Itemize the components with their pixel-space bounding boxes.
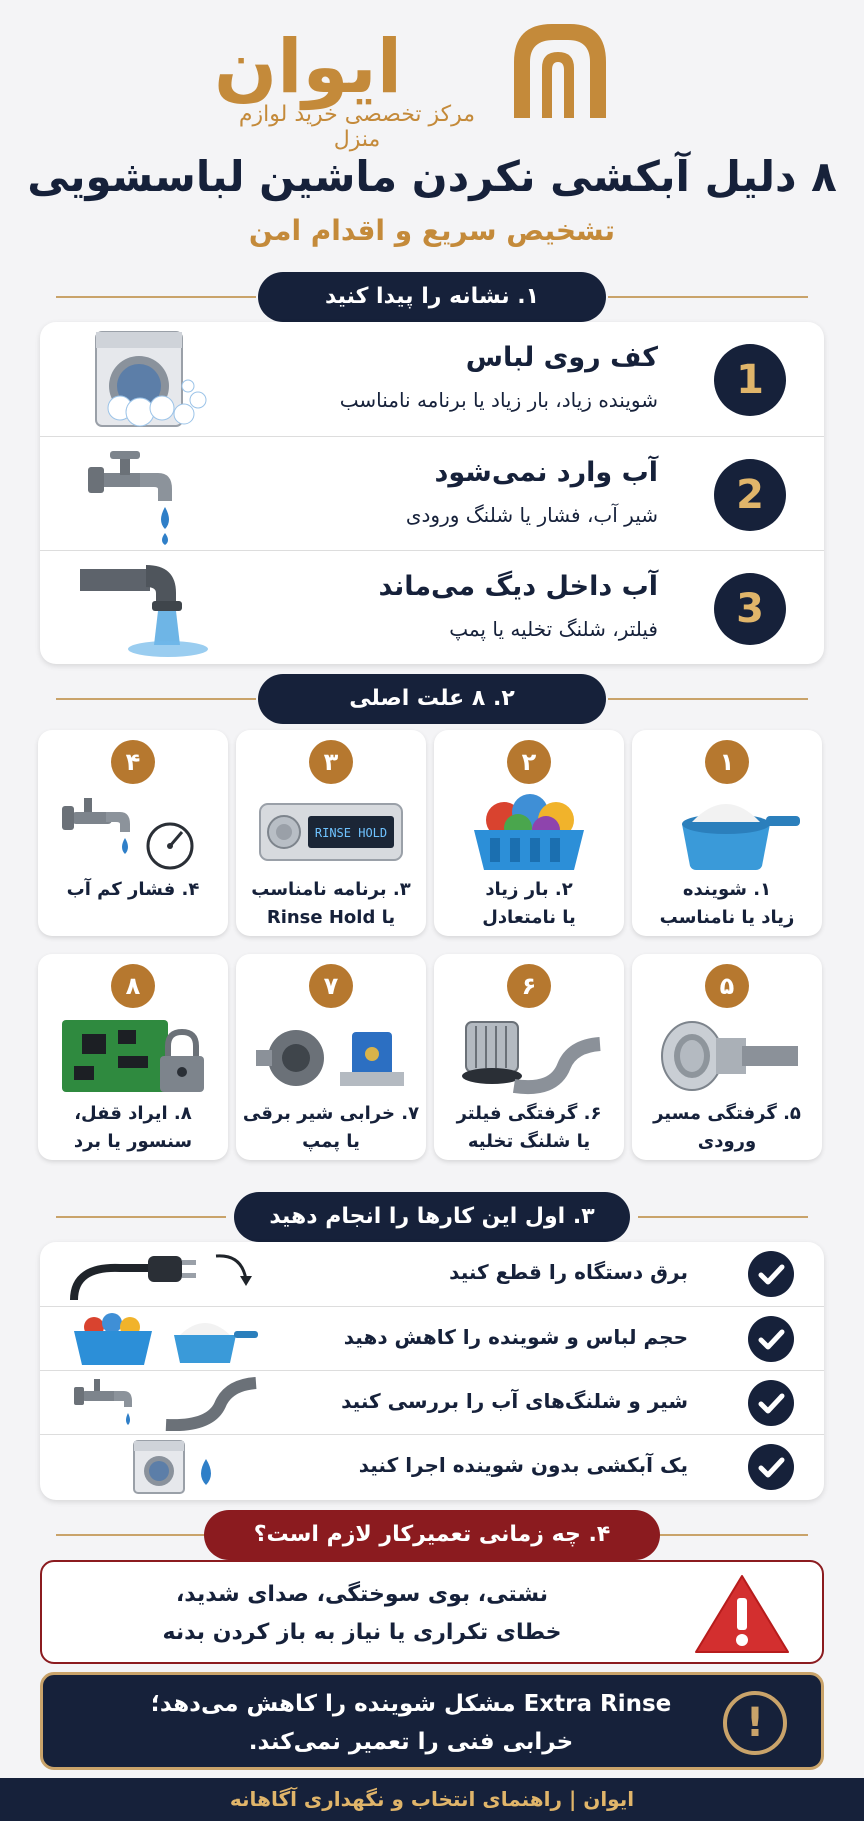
basket-detergent-icon <box>70 1311 260 1367</box>
check-icon <box>748 1444 794 1490</box>
page-subtitle: تشخیص سریع و اقدام امن <box>248 214 616 247</box>
sign-row <box>40 550 824 664</box>
cause-text: ۵. گرفتگی مسیر <box>653 1103 801 1124</box>
action-text: شیر و شلنگ‌های آب را بررسی کنید <box>341 1389 688 1413</box>
cause-text: ۳. برنامه نامناسب <box>251 879 411 900</box>
cause-text: ۴. فشار کم آب <box>66 879 200 900</box>
cause-card <box>38 954 228 1160</box>
signs-card <box>40 322 824 664</box>
cause-text: یا نامتعادل <box>482 907 576 928</box>
drain-filter-hose-icon <box>454 1016 604 1096</box>
power-plug-icon <box>70 1246 260 1302</box>
cause-card <box>236 730 426 936</box>
action-text: حجم لباس و شوینده را کاهش دهید <box>343 1325 688 1349</box>
faucet-drop-icon <box>80 443 210 545</box>
arch-logo-icon <box>508 18 612 122</box>
sign-row <box>40 322 824 436</box>
section-causes-title: ۲. ۸ علت اصلی <box>258 674 606 724</box>
sign-title: کف روی لباس <box>465 342 658 373</box>
action-row <box>40 1242 824 1306</box>
section-repair-title: ۴. چه زمانی تعمیرکار لازم است؟ <box>204 1510 660 1560</box>
brand-logo <box>0 18 864 152</box>
exclamation-icon: ! <box>723 1691 787 1755</box>
sign-title: آب داخل دیگ می‌ماند <box>378 571 658 602</box>
circuit-lock-icon <box>58 1016 208 1096</box>
cause-badge: ۲ <box>507 740 551 784</box>
warning-line: خطای تکراری یا نیاز به باز کردن بدنه <box>162 1620 562 1645</box>
actions-card <box>40 1242 824 1500</box>
cause-text: ۷. خرابی شیر برقی <box>242 1103 420 1124</box>
warning-box <box>40 1560 824 1664</box>
pump-valve-icon <box>256 1016 406 1096</box>
cause-card <box>38 730 228 936</box>
cause-text: یا Rinse Hold <box>266 907 396 928</box>
cause-text: ۱. شوینده <box>682 879 772 900</box>
control-panel-display: RINSE HOLD <box>314 826 388 840</box>
check-icon <box>748 1316 794 1362</box>
cause-text: یا شلنگ تخلیه <box>467 1131 591 1152</box>
section-actions-header <box>0 1192 864 1242</box>
tip-line: خرابی فنی را تعمیر نمی‌کند. <box>248 1729 574 1755</box>
section-signs-header <box>0 272 864 322</box>
sign-row <box>40 436 824 550</box>
washing-machine-foam-icon <box>80 328 210 430</box>
cause-card <box>632 954 822 1160</box>
section-actions-title: ۳. اول این کارها را انجام دهید <box>234 1192 630 1242</box>
section-causes-header <box>0 674 864 724</box>
cause-text: ۶. گرفتگی فیلتر <box>456 1103 602 1124</box>
sign-number: 2 <box>714 459 786 531</box>
cause-text: ورودی <box>697 1131 757 1152</box>
cause-text: سنسور یا برد <box>73 1131 193 1152</box>
action-row <box>40 1434 824 1498</box>
cause-badge: ۸ <box>111 964 155 1008</box>
sign-desc: شوینده زیاد، بار زیاد یا برنامه نامناسب <box>339 388 658 412</box>
footer: ایوان | راهنمای انتخاب و نگهداری آگاهانه <box>0 1778 864 1821</box>
check-icon <box>748 1251 794 1297</box>
action-text: برق دستگاه را قطع کنید <box>449 1260 688 1284</box>
cause-card <box>434 730 624 936</box>
brand-name: ایوان <box>214 24 403 110</box>
sign-desc: فیلتر، شلنگ تخلیه یا پمپ <box>449 617 658 641</box>
cause-badge: ۳ <box>309 740 353 784</box>
detergent-scoop-icon <box>652 792 802 872</box>
washer-drop-icon <box>70 1439 260 1495</box>
tip-line: Extra Rinse مشکل شوینده را کاهش می‌دهد؛ <box>150 1691 672 1717</box>
sign-number: 1 <box>714 344 786 416</box>
control-panel-icon <box>256 792 406 872</box>
cause-badge: ۴ <box>111 740 155 784</box>
check-icon <box>748 1380 794 1426</box>
page-title: ۸ دلیل آبکشی نکردن ماشین لباسشویی <box>27 152 837 201</box>
cause-badge: ۷ <box>309 964 353 1008</box>
cause-text: ۸. ایراد قفل، <box>74 1103 192 1124</box>
action-text: یک آبکشی بدون شوینده اجرا کنید <box>358 1453 688 1477</box>
action-row <box>40 1370 824 1434</box>
section-signs-title: ۱. نشانه را پیدا کنید <box>258 272 606 322</box>
brand-tagline: مرکز تخصصی خرید لوازم منزل <box>238 102 476 152</box>
inlet-filter-icon <box>652 1016 802 1096</box>
sign-title: آب وارد نمی‌شود <box>434 457 658 488</box>
warning-triangle-icon <box>692 1572 792 1656</box>
sign-number: 3 <box>714 573 786 645</box>
laundry-basket-icon <box>454 792 604 872</box>
cause-card <box>434 954 624 1160</box>
cause-text: زیاد یا نامناسب <box>659 907 795 928</box>
cause-text: یا پمپ <box>302 1131 360 1152</box>
warning-line: نشتی، بوی سوختگی، صدای شدید، <box>175 1582 549 1607</box>
cause-text: ۲. بار زیاد <box>485 879 573 900</box>
cause-badge: ۱ <box>705 740 749 784</box>
cause-badge: ۵ <box>705 964 749 1008</box>
sign-desc: شیر آب، فشار یا شلنگ ورودی <box>405 503 658 527</box>
drain-pipe-icon <box>80 557 210 659</box>
section-repair-header <box>0 1510 864 1560</box>
action-row <box>40 1306 824 1370</box>
cause-card <box>236 954 426 1160</box>
tip-box <box>40 1672 824 1770</box>
faucet-hose-icon <box>70 1375 260 1431</box>
faucet-gauge-icon <box>58 792 208 872</box>
cause-badge: ۶ <box>507 964 551 1008</box>
cause-card <box>632 730 822 936</box>
